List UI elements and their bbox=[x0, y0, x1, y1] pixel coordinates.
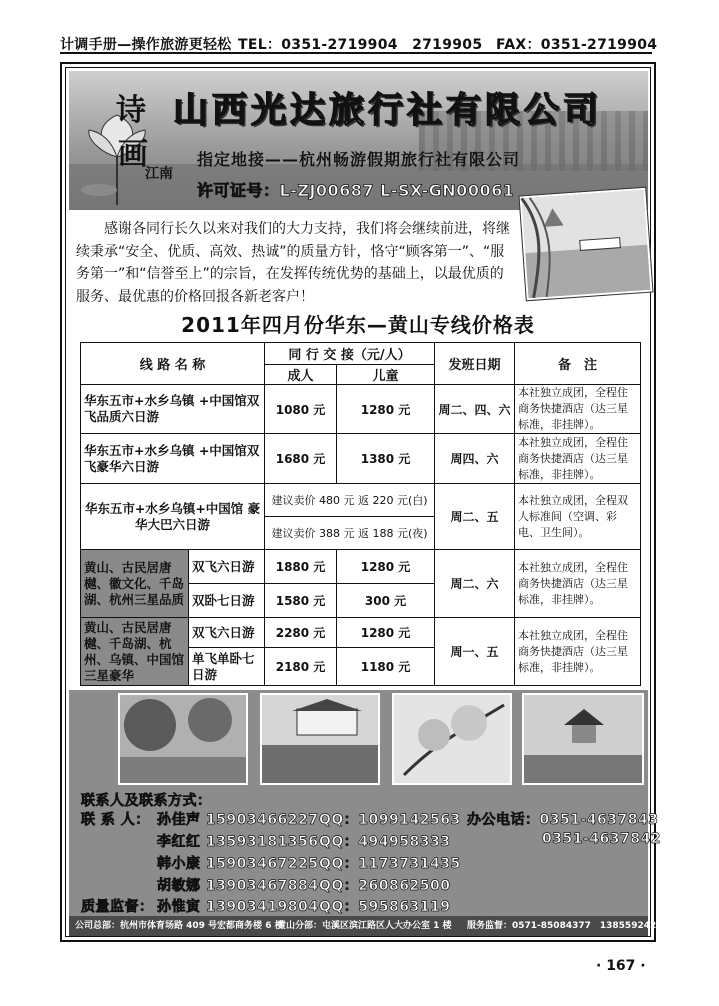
contact-person-4: 胡敏娜 13903467884 bbox=[157, 878, 319, 894]
designated-agent: 指定地接——杭州畅游假期旅行社有限公司 bbox=[197, 150, 521, 169]
contact-qq-3: QQ：1173731435 bbox=[319, 856, 461, 872]
water-town-photo bbox=[260, 693, 380, 785]
banner bbox=[69, 71, 648, 210]
route-5a-child: 1280 元 bbox=[337, 618, 435, 648]
page-number: · 167 · bbox=[596, 958, 646, 974]
quality-label: 质量监督： bbox=[81, 899, 154, 915]
header-departure: 发班日期 bbox=[435, 343, 515, 385]
contact-section bbox=[69, 788, 661, 916]
route-3: 华东五市+水乡乌镇+中国馆 豪华大巴六日游 bbox=[81, 484, 265, 550]
lake-boat-illustration bbox=[522, 190, 651, 298]
office-phone-2: 0351-4637842 bbox=[542, 831, 661, 847]
route-1-date: 周二、四、六 bbox=[435, 385, 515, 434]
route-1-note: 本社独立成团，全程住商务快捷酒店（达三星标准，非挂牌）。 bbox=[515, 385, 641, 434]
blossom-photo bbox=[392, 693, 512, 785]
header-adult: 成人 bbox=[265, 365, 337, 385]
garden-photo bbox=[118, 693, 248, 785]
poem-char-hua: 画 bbox=[118, 137, 148, 172]
contact-label: 联 系 人： bbox=[81, 812, 150, 828]
top-header bbox=[60, 34, 658, 54]
slogan: 计调手册—操作旅游更轻松 bbox=[60, 37, 232, 53]
contact-qq-2: QQ：494958333 bbox=[319, 834, 451, 850]
header-child: 儿童 bbox=[337, 365, 435, 385]
footer-branch: 黄山分部：屯溪区滨江路区人大办公室 1 楼 bbox=[277, 921, 452, 931]
contact-qq-5: QQ：595863119 bbox=[319, 899, 451, 915]
header-notes: 备 注 bbox=[515, 343, 641, 385]
route-5-note: 本社独立成团，全程住商务快捷酒店（达三星标准，非挂牌）。 bbox=[515, 618, 641, 686]
header-peer-price: 同 行 交 接（元/人） bbox=[265, 343, 435, 365]
route-2-adult: 1680 元 bbox=[265, 434, 337, 484]
contact-person-3: 韩小康 15903467225 bbox=[157, 856, 319, 872]
lake-photo bbox=[520, 188, 653, 301]
route-5-date: 周一、五 bbox=[435, 618, 515, 686]
route-4-date: 周二、六 bbox=[435, 550, 515, 618]
contact-person-1: 孙佳声 15903466227 bbox=[157, 812, 319, 828]
office-phone-1: 办公电话：0351-4637843 bbox=[467, 812, 659, 828]
contact-qq-4: QQ：260862500 bbox=[319, 878, 451, 894]
route-4a-adult: 1880 元 bbox=[265, 550, 337, 584]
pavilion-photo bbox=[522, 693, 644, 785]
pavilion-illustration bbox=[524, 695, 642, 783]
route-5b-adult: 2180 元 bbox=[265, 648, 337, 686]
footer-hq: 公司总部：杭州市体育场路 409 号宏都商务楼 6 楼 bbox=[75, 921, 284, 931]
route-5b-name: 单飞单卧七日游 bbox=[189, 648, 265, 686]
route-5a-adult: 2280 元 bbox=[265, 618, 337, 648]
poem-char-shi: 诗 bbox=[116, 93, 146, 128]
route-4b-child: 300 元 bbox=[337, 584, 435, 618]
contact-qq-1: QQ：1099142563 bbox=[319, 812, 461, 828]
route-5a-name: 双飞六日游 bbox=[189, 618, 265, 648]
intro-paragraph: 感谢各同行长久以来对我们的大力支持，我们将会继续前进，将继续秉承“安全、优质、高效、热诚”的质量方针，恪守“顾客第一”、“服务第一”和“信誉至上”的宗旨，在发挥传统优势的基础上，以最优质的服务、最优惠的价格回报各新老客户！ bbox=[76, 221, 510, 305]
route-4: 黄山、古民居唐樾、徽文化、千岛湖、杭州三星品质 bbox=[81, 550, 189, 618]
route-4b-name: 双卧七日游 bbox=[189, 584, 265, 618]
route-4-note: 本社独立成团，全程住商务快捷酒店（达三星标准，非挂牌）。 bbox=[515, 550, 641, 618]
route-1: 华东五市+水乡乌镇 +中国馆双飞品质六日游 bbox=[81, 385, 265, 434]
price-table bbox=[80, 342, 641, 686]
route-3-date: 周二、五 bbox=[435, 484, 515, 550]
route-2: 华东五市+水乡乌镇 +中国馆双飞豪华六日游 bbox=[81, 434, 265, 484]
route-4a-child: 1280 元 bbox=[337, 550, 435, 584]
contact-person-2: 李红红 13593181356 bbox=[157, 834, 319, 850]
contact-heading: 联系人及联系方式： bbox=[81, 793, 212, 809]
route-5b-child: 1180 元 bbox=[337, 648, 435, 686]
footer-bar bbox=[69, 916, 669, 936]
route-4b-adult: 1580 元 bbox=[265, 584, 337, 618]
route-3-note: 本社独立成团，全程双人标准间（空调、彩电、卫生间）。 bbox=[515, 484, 641, 550]
poem-char-jiangnan: 江南 bbox=[145, 166, 173, 182]
route-3-price-day: 建议卖价 480 元 返 220 元(白) bbox=[265, 484, 435, 517]
route-3-price-night: 建议卖价 388 元 返 188 元(夜) bbox=[265, 517, 435, 550]
footer-service: 服务监督：0571-85084377 13855924258 bbox=[467, 921, 669, 931]
water-town-illustration bbox=[262, 695, 378, 783]
company-name: 山西光达旅行社有限公司 bbox=[173, 91, 603, 131]
contact-person-5: 孙惟寅 13903419804 bbox=[157, 899, 319, 915]
route-2-note: 本社独立成团，全程住商务快捷酒店（达三星标准，非挂牌）。 bbox=[515, 434, 641, 484]
license-number: 许可证号：L-ZJ00687 L-SX-GN00061 bbox=[197, 181, 515, 200]
garden-illustration bbox=[120, 695, 246, 783]
header-route: 线 路 名 称 bbox=[81, 343, 265, 385]
route-2-child: 1380 元 bbox=[337, 434, 435, 484]
route-2-date: 周四、六 bbox=[435, 434, 515, 484]
fax-line: FAX：0351-2719904 bbox=[496, 37, 658, 53]
route-5: 黄山、古民居唐樾、千岛湖、杭州、乌镇、中国馆三星豪华 bbox=[81, 618, 189, 686]
blossom-illustration bbox=[394, 695, 510, 783]
route-1-child: 1280 元 bbox=[337, 385, 435, 434]
price-table-title: 2011年四月份华东—黄山专线价格表 bbox=[181, 313, 535, 337]
route-4a-name: 双飞六日游 bbox=[189, 550, 265, 584]
header-rule bbox=[60, 52, 652, 54]
route-1-adult: 1080 元 bbox=[265, 385, 337, 434]
tel-line: TEL：0351-2719904 2719905 bbox=[238, 37, 483, 53]
